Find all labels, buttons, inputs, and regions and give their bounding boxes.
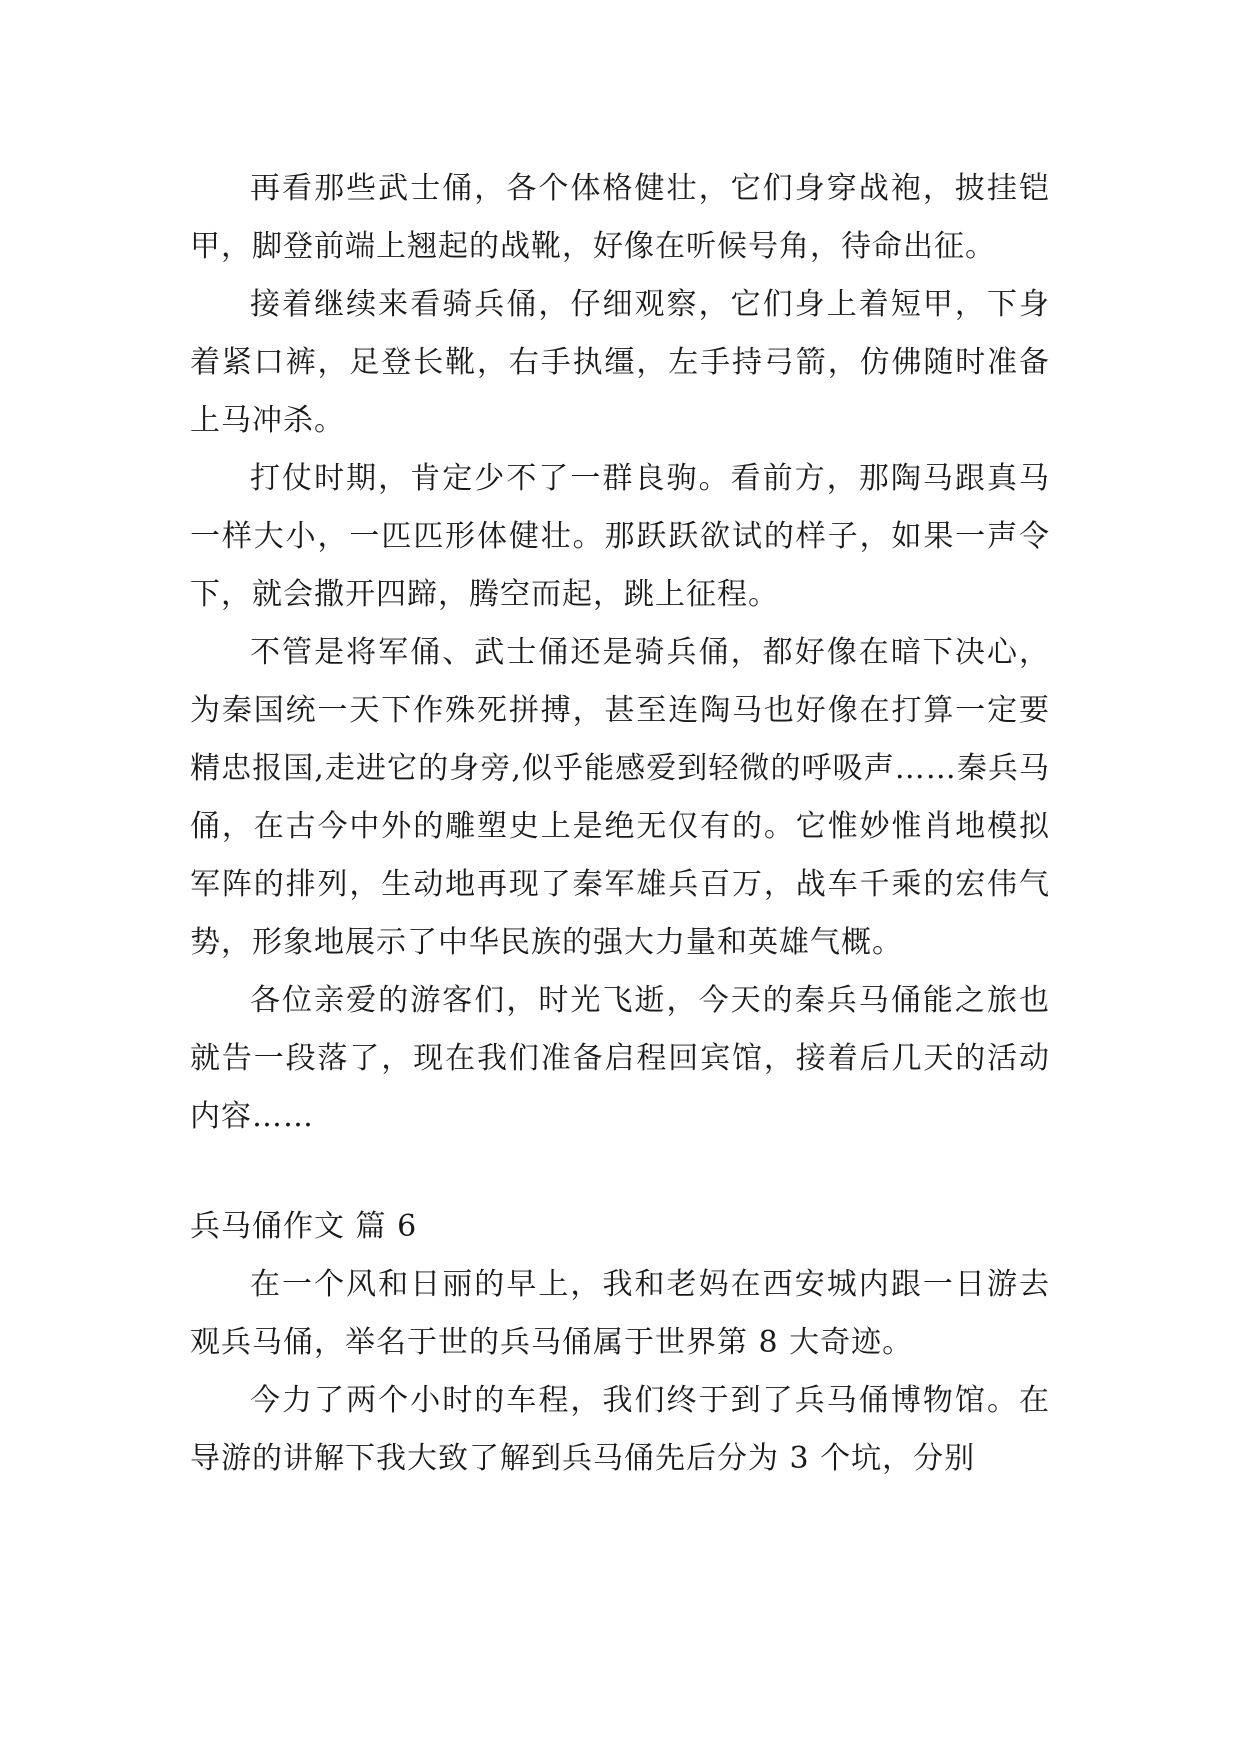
document-body	[190, 160, 1050, 1488]
paragraph-horses: 打仗时期，肯定少不了一群良驹。看前方，那陶马跟真马一样大小，一匹匹形体健壮。那跃跃欲试的样子，如果一声令下，就会撒开四蹄，腾空而起，跳上征程。	[190, 461, 1050, 612]
paragraph-morning-trip: 在一个风和日丽的早上，我和老妈在西安城内跟一日游去观兵马俑，举名于世的兵马俑属于世界第 8 大奇迹。	[190, 1267, 1050, 1360]
paragraph-determination: 不管是将军俑、武士俑还是骑兵俑，都好像在暗下决心，为秦国统一天下作殊死拼搏，甚至连陶马也好像在打算一定要精忠报国,走进它的身旁,似乎能感爱到轻微的呼吸声……秦兵马俑，在古今中外的雕塑史上是绝无仅有的。它惟妙惟肖地模拟军阵的排列，生动地再现了秦军雄兵百万，战车千乘的宏伟气势，形象地展示了中华民族的强大力量和英雄气概。	[190, 635, 1050, 960]
paragraph-warrior-figures: 再看那些武士俑，各个体格健壮，它们身穿战袍，披挂铠甲，脚登前端上翘起的战靴，好像在听候号角，待命出征。	[190, 171, 1050, 264]
section-heading: 兵马俑作文 篇 6	[190, 1209, 418, 1244]
paragraph-farewell: 各位亲爱的游客们，时光飞逝，今天的秦兵马俑能之旅也就告一段落了，现在我们准备启程回宾馆，接着后几天的活动内容……	[190, 983, 1050, 1134]
paragraph-museum-arrival: 今力了两个小时的车程，我们终于到了兵马俑博物馆。在导游的讲解下我大致了解到兵马俑先后分为 3 个坑，分别	[190, 1383, 1050, 1476]
paragraph-cavalry-figures: 接着继续来看骑兵俑，仔细观察，它们身上着短甲，下身着紧口裤，足登长靴，右手执缰，左手持弓箭，仿佛随时准备上马冲杀。	[190, 287, 1050, 438]
